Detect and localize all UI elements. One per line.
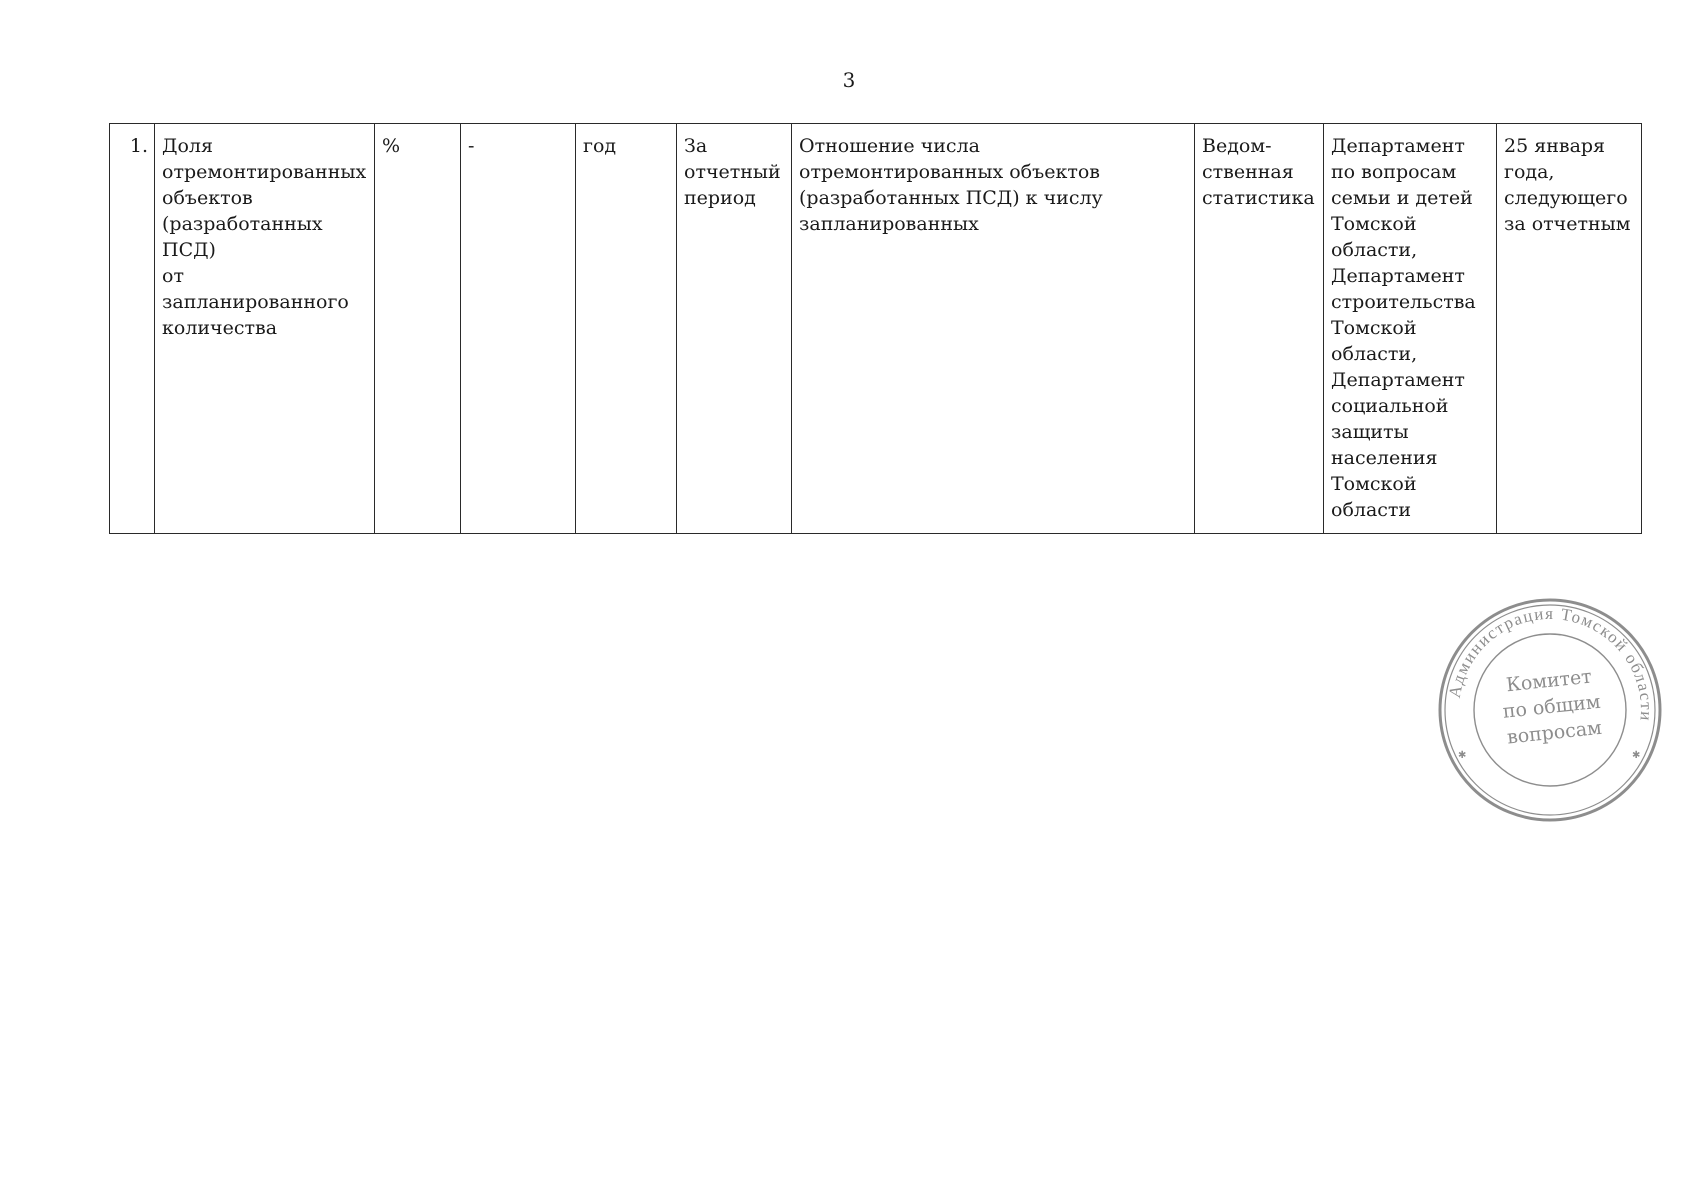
base-value: - xyxy=(468,135,475,157)
period-cell xyxy=(677,124,792,534)
data-source: Ведом- ственная статистика xyxy=(1202,135,1315,209)
stamp-center-line-2: по общим xyxy=(1501,690,1602,723)
page-number: 3 xyxy=(842,68,856,92)
unit: % xyxy=(382,135,401,157)
stamp-center-line-3: вопросам xyxy=(1505,716,1603,749)
indicator-name: Доля отремонтированных объектов (разработанных ПСД) от запланированного количества xyxy=(162,135,367,339)
responsible-body: Департамент по вопросам семьи и детей Томской области, Департамент строительства Томской области, Департамент социальной защиты населения Томской области xyxy=(1331,135,1476,521)
official-stamp xyxy=(1436,596,1664,824)
period: За отчетный период xyxy=(684,135,781,209)
table-row xyxy=(110,124,1642,534)
periodicity: год xyxy=(583,135,617,157)
indicator-name-cell xyxy=(155,124,375,534)
stamp-center-line-1: Комитет xyxy=(1505,665,1593,697)
row-number: 1. xyxy=(129,135,148,157)
responsible-cell xyxy=(1324,124,1497,534)
calculation-method: Отношение числа отремонтированных объектов (разработанных ПСД) к числу запланированных xyxy=(799,135,1103,235)
indicator-table xyxy=(109,123,1642,534)
deadline: 25 января года, следующего за отчетным xyxy=(1504,135,1631,235)
stamp-ring-text: Администрация Томской области xyxy=(1444,603,1657,723)
stamp-star-right: ✱ xyxy=(1632,750,1641,761)
stamp-star-left: ✱ xyxy=(1458,750,1467,761)
periodicity-cell xyxy=(576,124,677,534)
base-value-cell xyxy=(461,124,576,534)
method-cell xyxy=(792,124,1195,534)
deadline-cell xyxy=(1497,124,1642,534)
unit-cell xyxy=(375,124,461,534)
source-cell xyxy=(1195,124,1324,534)
row-number-cell xyxy=(110,124,155,534)
